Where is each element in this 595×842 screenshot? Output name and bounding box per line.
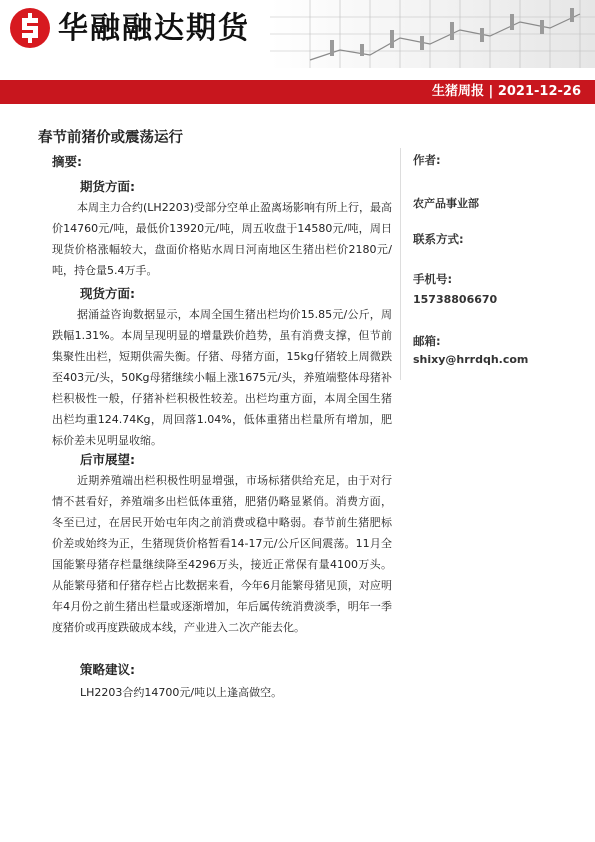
outlook-paragraph: 近期养殖端出栏积极性明显增强，市场标猪供给充足，由于对行情不甚看好，养殖端多出栏低体重猪，肥猪仍略显紧俏。消费方面，冬至已过，在居民开始屯年肉之前消费或稳中略弱。春节前生猪肥标价差或始终为正，生猪现货价格暂看14-17元/公斤区间震荡。11月全国能繁母猪存栏量继续降至4296万头，接近正常保有量4100万头。从能繁母猪和仔猪存栏占比数据来看，今年6月能繁母猪见顶，对应明年4月份之前生猪出栏量或逐渐增加，年后属传统消费淡季，明年一季度猪价或再度跌破成本线，产业进入二次产能去化。 <box>52 474 392 634</box>
company-logo-icon <box>10 8 50 48</box>
summary-label: 摘要: <box>52 154 82 169</box>
spot-heading: 现货方面: <box>80 286 135 301</box>
strategy-paragraph: LH2203合约14700元/吨以上逢高做空。 <box>80 686 283 699</box>
report-banner <box>0 80 595 104</box>
brand-name: 华融融达期货 <box>58 11 250 46</box>
page-header <box>0 0 595 80</box>
phone-label: 手机号: <box>413 272 453 286</box>
futures-heading: 期货方面: <box>80 179 135 194</box>
email-address: shixy@hrrdqh.com <box>413 353 529 366</box>
sidebar-divider <box>400 148 401 380</box>
author-label: 作者: <box>413 153 441 167</box>
email-label: 邮箱: <box>413 334 441 348</box>
page-title: 春节前猪价或震荡运行 <box>38 130 183 146</box>
header-decoration <box>270 0 595 68</box>
contact-label: 联系方式: <box>413 232 464 246</box>
phone-number: 15738806670 <box>413 293 498 306</box>
futures-paragraph: 本周主力合约(LH2203)受部分空单止盈离场影响有所上行，最高价14760元/吨，最低价13920元/吨，周五收盘于14580元/吨，周日现货价格涨幅较大，盘面价格贴水周日河南地区生猪出栏价2180元/吨，持仓量5.4万手。 <box>52 201 392 277</box>
strategy-heading: 策略建议: <box>80 662 135 677</box>
report-label: 生猪周报 | 2021-12-26 <box>432 84 581 99</box>
spot-paragraph: 据涌益咨询数据显示，本周全国生猪出栏均价15.85元/公斤，周跌幅1.31%。本周呈现明显的增量跌价趋势，虽有消费支撑，但节前集聚性出栏，短期供需失衡。仔猪、母猪方面，15kg仔猪较上周微跌至403元/头，50Kg母猪继续小幅上涨1675元/头，养殖端整体母猪补栏积极性一般，仔猪补栏积极性较差。出栏均重方面，本周全国生猪出栏均重124.74Kg，周回落1.04%，低体重猪出栏量所有增加，肥标价差未见明显收缩。 <box>52 308 392 447</box>
outlook-heading: 后市展望: <box>80 452 135 467</box>
department-name: 农产品事业部 <box>413 197 479 210</box>
